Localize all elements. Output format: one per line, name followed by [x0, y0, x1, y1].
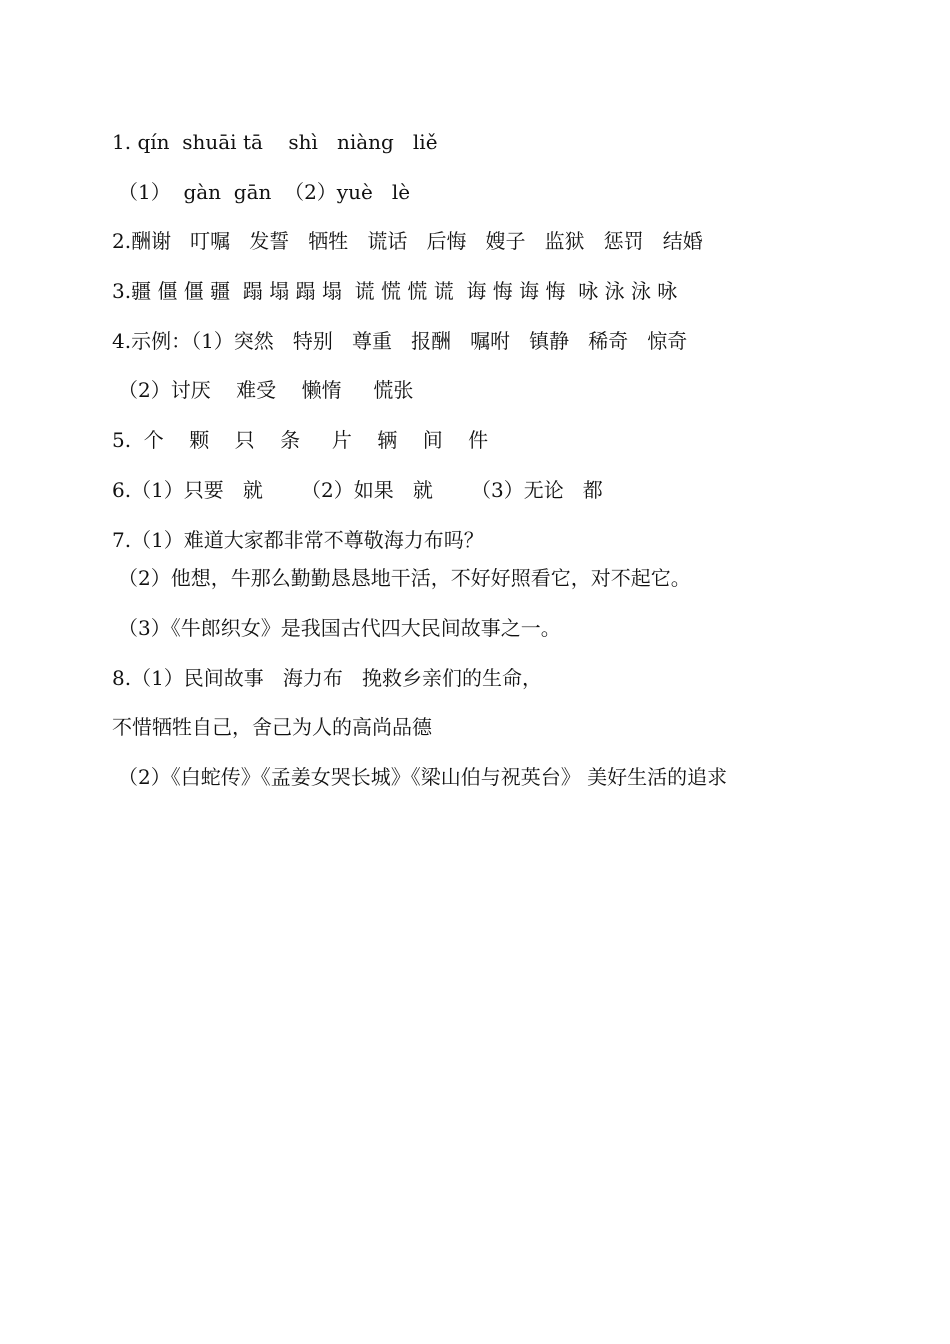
answer-line-2-words: 2.酬谢 叮嘱 发誓 牺牲 谎话 后悔 嫂子 监狱 惩罚 结婚 — [112, 229, 703, 253]
answer-line-1-polyphones: （1） gàn gān （2）yuè lè — [118, 180, 411, 204]
answer-line-7-part3: （3）《牛郎织女》是我国古代四大民间故事之一。 — [118, 616, 561, 640]
answer-line-8-part1: 8.（1）民间故事 海力布 挽救乡亲们的生命， — [112, 666, 542, 690]
answer-line-5-measure-words: 5. 个 颗 只 条 片 辆 间 件 — [112, 428, 489, 452]
answer-line-4-examples: 4.示例：（1）突然 特别 尊重 报酬 嘱咐 镇静 稀奇 惊奇 — [112, 329, 688, 353]
answer-line-7-part1: 7.（1）难道大家都非常不尊敬海力布吗？ — [112, 528, 484, 552]
answer-line-7-part2: （2）他想，牛那么勤勤恳恳地干活，不好好照看它，对不起它。 — [118, 566, 691, 590]
answer-line-6-conjunctions: 6.（1）只要 就 （2）如果 就 （3）无论 都 — [112, 478, 603, 502]
answer-line-8-part2: （2）《白蛇传》《孟姜女哭长城》《梁山伯与祝英台》 美好生活的追求 — [118, 765, 728, 789]
answer-line-4-part2: （2）讨厌 难受 懒惰 慌张 — [118, 378, 414, 402]
answer-line-1-pinyin: 1. qín shuāi tā shì niàng liě — [112, 130, 438, 154]
answer-line-8-continuation: 不惜牺牲自己，舍己为人的高尚品德 — [112, 715, 432, 739]
answer-line-3-characters: 3.疆 僵 僵 疆 蹋 塌 蹋 塌 谎 慌 慌 谎 诲 悔 诲 悔 咏 泳 泳 咏 — [112, 279, 678, 303]
